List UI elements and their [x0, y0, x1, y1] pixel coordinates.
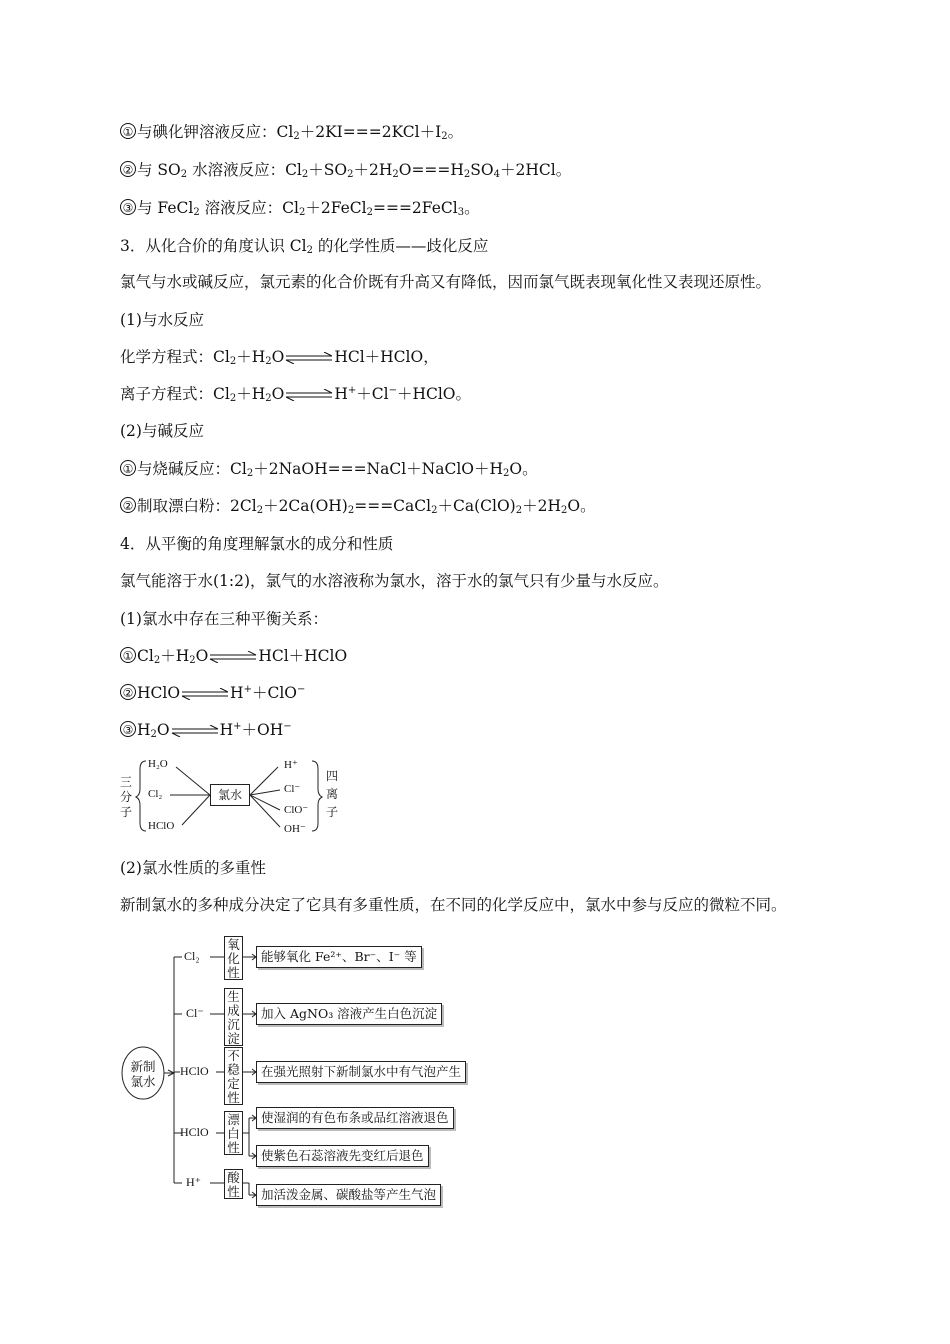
section-heading-3: [120, 236, 488, 256]
chlorine-water-components-diagram: [118, 755, 348, 840]
text: 。: [464, 199, 480, 217]
text: H: [219, 721, 234, 739]
equilibrium-arrow-icon: [285, 389, 333, 401]
text: ＋H: [160, 647, 190, 665]
effect-oxidize: 能够氧化 Fe²⁺、Br⁻、I⁻ 等: [256, 946, 422, 968]
text: ＋2KI===2KCl＋I: [299, 123, 442, 141]
property-precipitate: 生成沉淀: [224, 988, 243, 1046]
sub: 2: [441, 131, 448, 142]
fresh-chlorine-water-node: [122, 1059, 164, 1089]
ions-label: 四离子: [326, 769, 339, 819]
center-line-1: 新制: [130, 1059, 156, 1074]
ionic-equation: [120, 384, 471, 404]
text: 3．从化合价的角度认识 Cl: [120, 237, 307, 255]
sub: 2: [293, 131, 300, 142]
property-bleaching: 漂白性: [224, 1111, 243, 1155]
paragraph-solubility: 氯气能溶于水(1:2)，氯气的水溶液称为氯水，溶于水的氯气只有少量与水反应。: [120, 572, 669, 590]
reaction-so2: [120, 160, 571, 180]
equilibrium-arrow-icon: [285, 352, 333, 364]
sub: 2: [265, 393, 272, 404]
text: ＋OH: [241, 721, 284, 739]
text: 制取漂白粉：2Cl: [137, 497, 257, 515]
text: HCl＋HClO: [258, 647, 348, 665]
text: 的化学性质——歧化反应: [312, 237, 489, 255]
text: O===H: [398, 161, 464, 179]
sub: 2: [463, 169, 471, 180]
ion-cl: Cl⁻: [284, 783, 301, 795]
subheading-multiplicity: (2)氯水性质的多重性: [120, 859, 266, 877]
sub: 2: [150, 729, 157, 740]
text: O: [195, 647, 209, 665]
text: ＋H: [236, 385, 266, 403]
text: 与 SO: [137, 161, 181, 179]
text: ＋ClO: [251, 684, 297, 702]
text: Cl: [137, 647, 154, 665]
text: HCl＋HClO，: [334, 348, 439, 366]
text: O。: [567, 497, 596, 515]
subheading-equilibria: (1)氯水中存在三种平衡关系：: [120, 610, 328, 628]
sub: 4: [493, 169, 500, 180]
text: 水溶液反应：Cl: [187, 161, 302, 179]
sub: 2: [256, 505, 264, 516]
text: 离子方程式：Cl: [120, 385, 230, 403]
species-cl2: Cl₂: [184, 949, 200, 963]
ion-clo: ClO⁻: [284, 804, 309, 816]
circled-number: ①: [120, 647, 136, 663]
sub: 2: [189, 655, 196, 666]
species-hclo: HClO: [180, 1064, 209, 1078]
circled-number: ②: [120, 684, 136, 700]
sup: +: [347, 385, 357, 396]
equilibrium-arrow-icon: [209, 651, 257, 663]
equilibrium-2: [120, 683, 305, 703]
molecules-label: 三分子: [120, 775, 133, 819]
text: O: [271, 348, 285, 366]
property-acidic: 酸性: [224, 1169, 243, 1199]
sub: 2: [431, 505, 438, 516]
text: ＋HClO。: [396, 385, 472, 403]
sup: +: [233, 721, 242, 732]
effect-agno3: 加入 AgNO₃ 溶液产生白色沉淀: [256, 1003, 442, 1025]
effect-bleach-cloth: 使湿润的有色布条或品红溶液退色: [256, 1107, 454, 1129]
effect-gas: 加活泼金属、碳酸盐等产生气泡: [256, 1184, 441, 1206]
sub: 2: [153, 655, 161, 666]
sub: 2: [560, 505, 568, 516]
text: ＋2H: [353, 161, 393, 179]
circled-number: ③: [120, 199, 136, 215]
text: 与烧碱反应：Cl: [137, 460, 247, 478]
reaction-naoh: [120, 459, 538, 479]
circled-number: ②: [120, 161, 136, 177]
text: ===2FeCl: [372, 199, 458, 217]
text: H: [334, 385, 348, 403]
text: ＋2NaOH===NaCl＋NaClO＋H: [253, 460, 504, 478]
text: H: [230, 684, 244, 702]
effect-light: 在强光照射下新制氯水中有气泡产生: [256, 1061, 466, 1083]
equilibrium-arrow-icon: [181, 688, 229, 700]
text: O: [271, 385, 285, 403]
sub: 2: [265, 356, 272, 367]
molecule-cl2: Cl₂: [148, 788, 163, 800]
property-oxidizing: 氧化性: [224, 936, 243, 980]
equilibrium-3: [120, 720, 292, 740]
species-h-plus: H⁺: [186, 1175, 201, 1189]
subheading-alkali: (2)与碱反应: [120, 422, 204, 440]
sub: 2: [301, 169, 309, 180]
reaction-ki: [120, 122, 463, 142]
text: O: [156, 721, 170, 739]
sub: 3: [457, 207, 465, 218]
sub: 2: [515, 505, 523, 516]
sub: 2: [347, 169, 354, 180]
sub: 2: [193, 207, 200, 218]
sub: 2: [246, 468, 254, 479]
effect-litmus: 使紫色石蕊溶液先变红后退色: [256, 1145, 429, 1167]
species-cl-minus: Cl⁻: [186, 1006, 204, 1020]
text: ＋2H: [522, 497, 561, 515]
ion-oh: OH⁻: [284, 823, 306, 835]
text: ＋2FeCl: [305, 199, 367, 217]
text: ＋Cl: [356, 385, 389, 403]
sup: +: [243, 684, 252, 695]
center-line-2: 氯水: [130, 1074, 156, 1089]
sup: −: [283, 721, 292, 732]
circled-number: ①: [120, 123, 136, 139]
text: H: [137, 721, 151, 739]
text: ＋SO: [308, 161, 348, 179]
text: ＋H: [236, 348, 266, 366]
sup: −: [388, 385, 397, 396]
sub: 2: [180, 169, 188, 180]
sup: −: [297, 684, 306, 695]
subheading-water: (1)与水反应: [120, 311, 204, 329]
circled-number: ①: [120, 460, 136, 476]
chlorine-water-box: 氯水: [210, 784, 250, 806]
ion-h: H⁺: [284, 759, 298, 771]
paragraph-properties: 新制氯水的多种成分决定了它具有多重性质，在不同的化学反应中，氯水中参与反应的微粒不同。: [120, 896, 787, 914]
section-heading-4: 4．从平衡的角度理解氯水的成分和性质: [120, 535, 394, 553]
sub: 2: [306, 245, 313, 256]
property-unstable: 不稳定性: [224, 1047, 243, 1105]
text: 化学方程式：Cl: [120, 348, 230, 366]
paragraph-disproportionation: 氯气与水或碱反应，氯元素的化合价既有升高又有降低，因而氯气既表现氧化性又表现还原性。: [120, 273, 772, 291]
sub: 2: [347, 505, 355, 516]
equilibrium-1: [120, 646, 347, 666]
text: 与碘化钾溶液反应：Cl: [137, 123, 294, 141]
equilibrium-arrow-icon: [171, 725, 219, 737]
sub: 2: [503, 468, 510, 479]
sub: 2: [229, 393, 237, 404]
reaction-bleaching-powder: [120, 496, 596, 516]
text: O。: [509, 460, 538, 478]
text: HClO: [137, 684, 181, 702]
sub: 2: [229, 356, 237, 367]
circled-number: ③: [120, 721, 136, 737]
sub: 2: [298, 207, 306, 218]
chlorine-water-properties-diagram: [118, 930, 478, 1210]
text: 。: [447, 123, 464, 141]
molecule-hclo: HClO: [148, 820, 175, 832]
text: ===CaCl: [354, 497, 432, 515]
species-hclo-2: HClO: [180, 1125, 209, 1139]
text: ＋2Ca(OH): [263, 497, 348, 515]
sub: 2: [366, 207, 373, 218]
text: ＋2HCl。: [500, 161, 572, 179]
text: ＋Ca(ClO): [437, 497, 516, 515]
text: 溶液反应：Cl: [199, 199, 299, 217]
text: SO: [470, 161, 494, 179]
chemical-equation: [120, 347, 439, 367]
text: 与 FeCl: [137, 199, 194, 217]
molecule-h2o: H₂O: [148, 758, 168, 770]
reaction-fecl2: [120, 198, 480, 218]
circled-number: ②: [120, 497, 136, 513]
sub: 2: [392, 169, 399, 180]
